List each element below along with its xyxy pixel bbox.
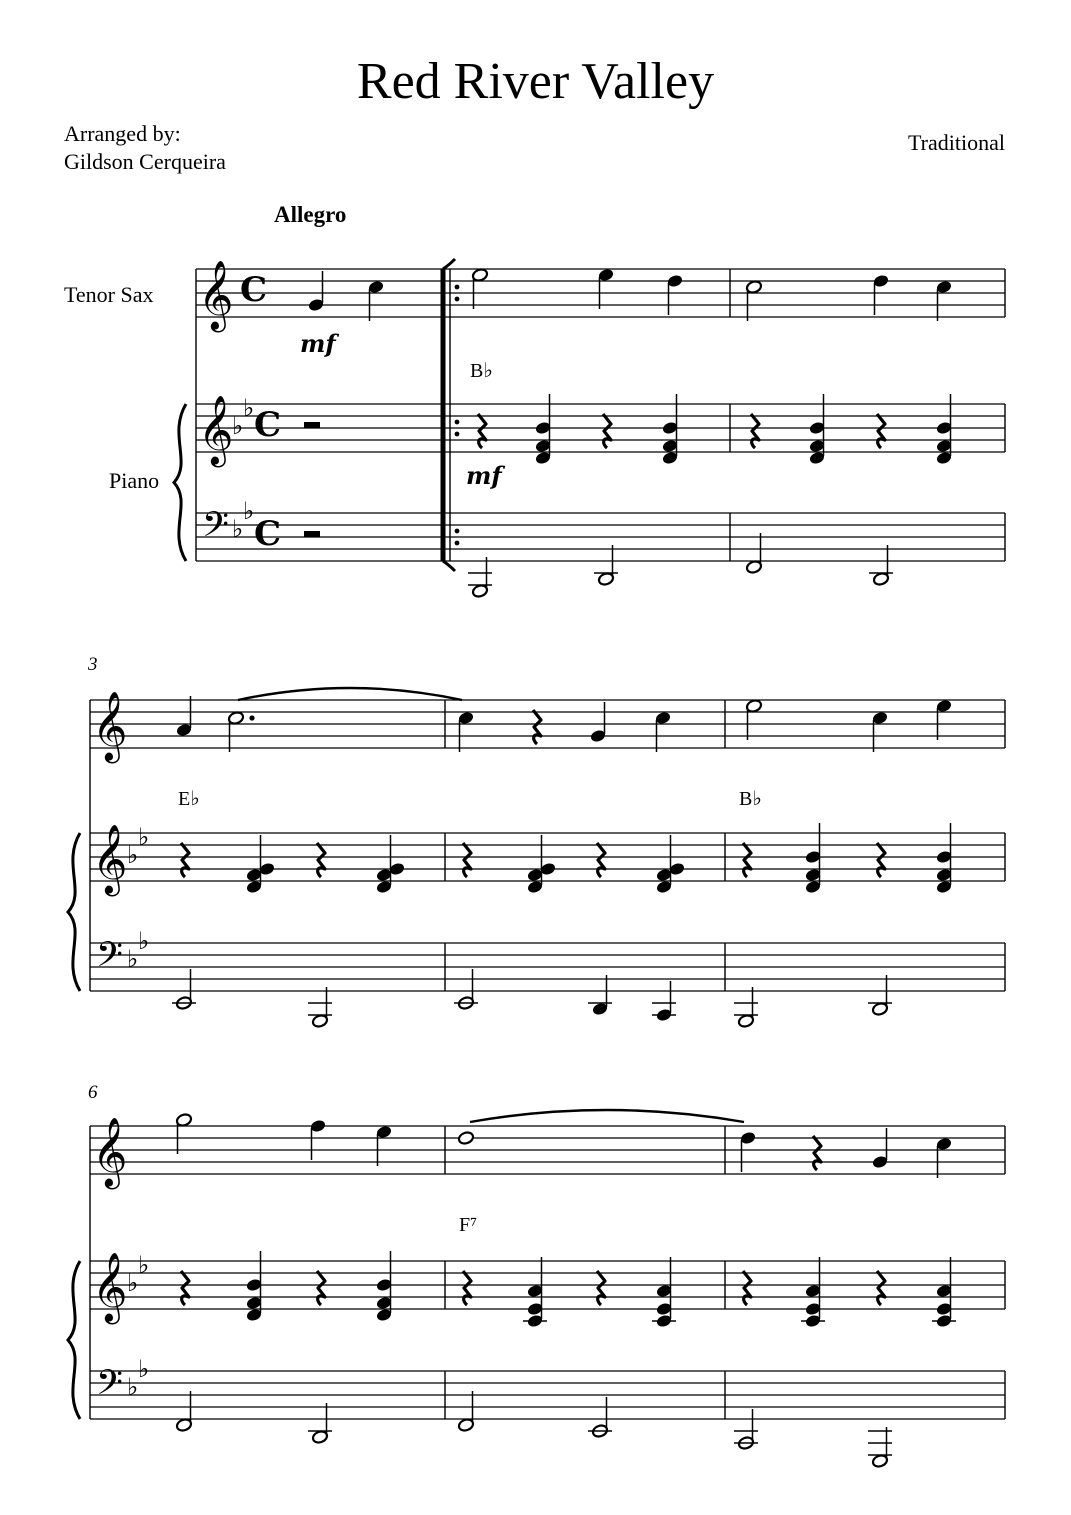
- note-head: [457, 1131, 474, 1146]
- quarter-rest: [743, 1271, 751, 1305]
- arranger-name: Gildson Cerqueira: [64, 149, 226, 174]
- half-rest: [304, 422, 320, 428]
- chord-symbol: B♭: [470, 360, 493, 382]
- half-rest: [304, 531, 320, 537]
- key-flat: ♭: [138, 1355, 150, 1383]
- quarter-rest: [317, 843, 325, 877]
- repeat-dot: [455, 432, 460, 437]
- bass-clef: 𝄢: [96, 934, 124, 983]
- quarter-rest: [317, 1271, 325, 1305]
- quarter-rest: [597, 843, 605, 877]
- piano-brace: [68, 833, 80, 991]
- repeat-bracket: [443, 259, 455, 269]
- key-flat: ♭: [127, 1269, 139, 1297]
- repeat-dot: [455, 297, 460, 302]
- piano-brace: [174, 404, 186, 561]
- key-flat: ♭: [232, 412, 244, 440]
- instrument-label-piano: Piano: [109, 468, 160, 493]
- arranger-label: Arranged by:: [64, 121, 181, 146]
- repeat-dot: [455, 285, 460, 290]
- treble-clef: 𝄞: [92, 824, 128, 894]
- quarter-rest: [743, 843, 751, 877]
- key-flat: ♭: [127, 945, 139, 973]
- key-flat: ♭: [138, 1251, 150, 1279]
- quarter-rest: [877, 843, 885, 877]
- key-flat: ♭: [232, 515, 244, 543]
- treble-clef: 𝄞: [92, 1252, 128, 1322]
- quarter-rest: [463, 1271, 471, 1305]
- time-signature: C: [254, 514, 282, 554]
- repeat-bracket: [443, 561, 455, 571]
- tie: [238, 688, 462, 700]
- instrument-label-sax: Tenor Sax: [64, 282, 154, 307]
- dot: [249, 715, 254, 720]
- bass-clef: 𝄢: [96, 1362, 124, 1411]
- piano-brace: [68, 1261, 80, 1419]
- quarter-rest: [813, 1136, 821, 1170]
- quarter-rest: [603, 414, 611, 448]
- quarter-rest: [877, 1271, 885, 1305]
- chord-symbol: B♭: [739, 788, 762, 810]
- chord-symbol: E♭: [178, 788, 200, 810]
- quarter-rest: [533, 710, 541, 744]
- repeat-dot: [455, 420, 460, 425]
- dynamic-mark: mf: [466, 461, 502, 490]
- treble-clef: 𝄞: [198, 395, 234, 465]
- quarter-rest: [751, 414, 759, 448]
- quarter-rest: [181, 843, 189, 877]
- composer-credit: Traditional: [908, 130, 1005, 155]
- key-flat: ♭: [243, 497, 255, 525]
- tie: [470, 1110, 744, 1122]
- time-signature: C: [240, 270, 268, 310]
- treble-clef: 𝄞: [92, 1117, 128, 1187]
- quarter-rest: [463, 843, 471, 877]
- treble-clef: 𝄞: [198, 260, 234, 330]
- key-flat: ♭: [127, 1373, 139, 1401]
- repeat-dot: [455, 529, 460, 534]
- bass-clef: 𝄢: [202, 504, 230, 553]
- time-signature: C: [254, 405, 282, 445]
- quarter-rest: [181, 1271, 189, 1305]
- key-flat: ♭: [138, 927, 150, 955]
- quarter-rest: [597, 1271, 605, 1305]
- repeat-dot: [455, 541, 460, 546]
- dynamic-mark: mf: [300, 329, 336, 358]
- tempo-marking: Allegro: [274, 202, 347, 227]
- key-flat: ♭: [138, 823, 150, 851]
- score-title: Red River Valley: [356, 53, 715, 110]
- measure-number-6: 6: [88, 1082, 98, 1103]
- quarter-rest: [478, 414, 486, 448]
- measure-number-3: 3: [88, 654, 98, 675]
- chord-symbol: F⁷: [459, 1214, 478, 1236]
- treble-clef: 𝄞: [92, 691, 128, 761]
- key-flat: ♭: [243, 394, 255, 422]
- quarter-rest: [877, 414, 885, 448]
- key-flat: ♭: [127, 841, 139, 869]
